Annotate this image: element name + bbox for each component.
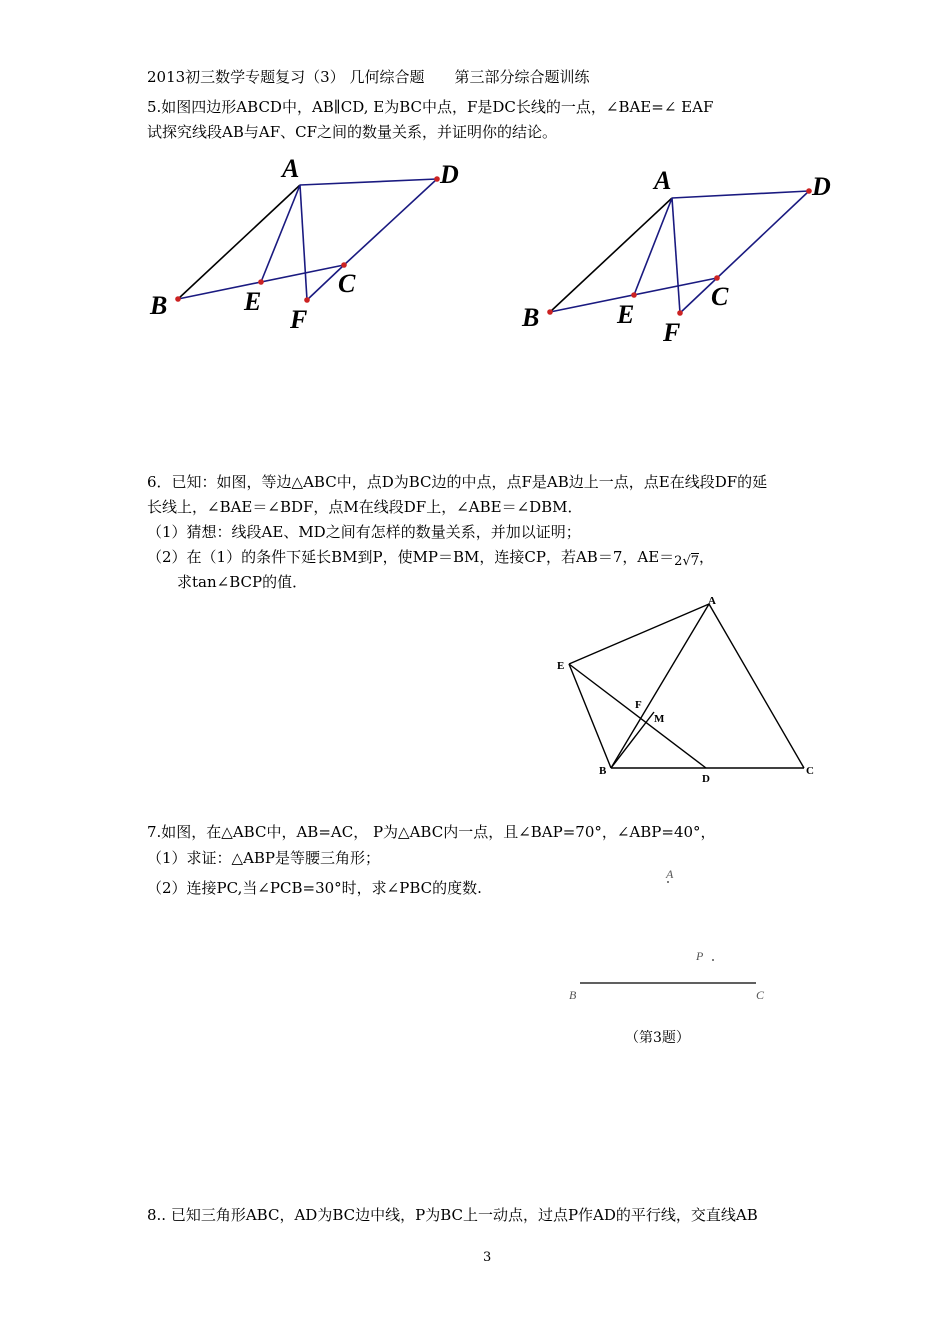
q5-left-point-f <box>304 297 310 303</box>
q7-point-p <box>712 959 714 961</box>
q7-label-b: B <box>569 988 577 1002</box>
q7-figure-caption: （第3题） <box>625 1030 690 1046</box>
q5-right-point-e <box>631 292 637 298</box>
q8-text-line1: 8.. 已知三角形ABC，AD为BC边中线，P为BC上一动点，过点P作AD的平行线，交直线AB <box>147 1206 758 1224</box>
q5-left-point-c <box>341 262 347 268</box>
q5-left-label-b: B <box>150 291 168 320</box>
q5-left-point-d <box>434 176 440 182</box>
q6-sqrt-expr <box>674 552 699 572</box>
q5-left-label-a: A <box>282 154 300 183</box>
q5-right-point-d <box>806 188 812 194</box>
q6-label-f: F <box>635 699 642 711</box>
q6-line4-post: ， <box>699 548 715 566</box>
q5-right-label-f: F <box>663 318 681 347</box>
sqrt-sign-icon: √ <box>682 554 691 569</box>
q7-label-a: A <box>666 867 674 881</box>
q6-label-d: D <box>702 773 710 785</box>
q7-label-p: P <box>696 949 704 963</box>
q5-right-label-d: D <box>812 172 831 201</box>
q5-right-label-b: B <box>522 303 540 332</box>
q5-left-point-b <box>175 296 181 302</box>
q6-label-a: A <box>708 595 716 607</box>
q7-figure <box>560 860 780 1020</box>
q5-text-line2: 试探究线段AB与AF、CF之间的数量关系，并证明你的结论。 <box>147 123 557 141</box>
page-header: 2013初三数学专题复习（3） 几何综合题 第三部分综合题训练 <box>147 68 590 86</box>
q7-text-line3: （2）连接PC,当∠PCB=30°时，求∠PBC的度数. <box>147 879 482 897</box>
q6-text-line2: 长线上，∠BAE＝∠BDF，点M在线段DF上，∠ABE＝∠DBM． <box>147 498 583 516</box>
q6-text-line4 <box>147 547 714 572</box>
q5-text-line1: 5.如图四边形ABCD中，AB∥CD, E为BC中点，F是DC长线的一点，∠BAE=∠ EAF <box>147 98 714 116</box>
q6-text-line1: 6．已知：如图，等边△ABC中，点D为BC边的中点，点F是AB边上一点，点E在线段DF的延 <box>147 473 768 491</box>
q5-left-point-e <box>258 279 264 285</box>
q6-label-c: C <box>806 765 814 777</box>
q5-right-lines <box>550 191 809 313</box>
q7-text-line2: （1）求证：△ABP是等腰三角形； <box>147 849 381 867</box>
q6-line4-pre: （2）在（1）的条件下延长BM到P，使MP＝BM，连接CP，若AB＝7，AE＝ <box>147 548 675 566</box>
q6-figure <box>550 595 830 795</box>
q5-right-point-c <box>714 275 720 281</box>
q7-label-c: C <box>756 988 765 1002</box>
q7-text-line1: 7.如图，在△ABC中，AB=AC， P为△ABC内一点，且∠BAP=70°，∠ABP=40°， <box>147 823 716 841</box>
page-number: 3 <box>483 1250 492 1265</box>
q5-right-label-c: C <box>711 282 729 311</box>
q5-left-label-f: F <box>290 305 308 334</box>
q5-left-label-d: D <box>440 160 459 189</box>
q5-left-lines <box>178 179 437 300</box>
q6-text-line5: 求tan∠BCP的值． <box>177 573 308 591</box>
q5-right-label-a: A <box>654 166 672 195</box>
q5-right-point-f <box>677 310 683 316</box>
q5-right-point-b <box>547 309 553 315</box>
q5-left-label-e: E <box>244 287 262 316</box>
q6-text-line3: （1）猜想：线段AE、MD之间有怎样的数量关系，并加以证明； <box>147 523 581 541</box>
q5-figure-right <box>510 160 830 360</box>
q6-sqrt-coef: 2 <box>674 554 683 569</box>
q6-label-b: B <box>599 765 607 777</box>
q7-point-a <box>667 881 669 883</box>
q5-figure-left <box>140 150 460 350</box>
q5-right-label-e: E <box>617 300 635 329</box>
q6-label-m: M <box>654 713 665 725</box>
q6-label-e: E <box>557 660 565 672</box>
q5-left-label-c: C <box>338 269 356 298</box>
q6-sqrt-radicand: 7 <box>690 554 700 569</box>
